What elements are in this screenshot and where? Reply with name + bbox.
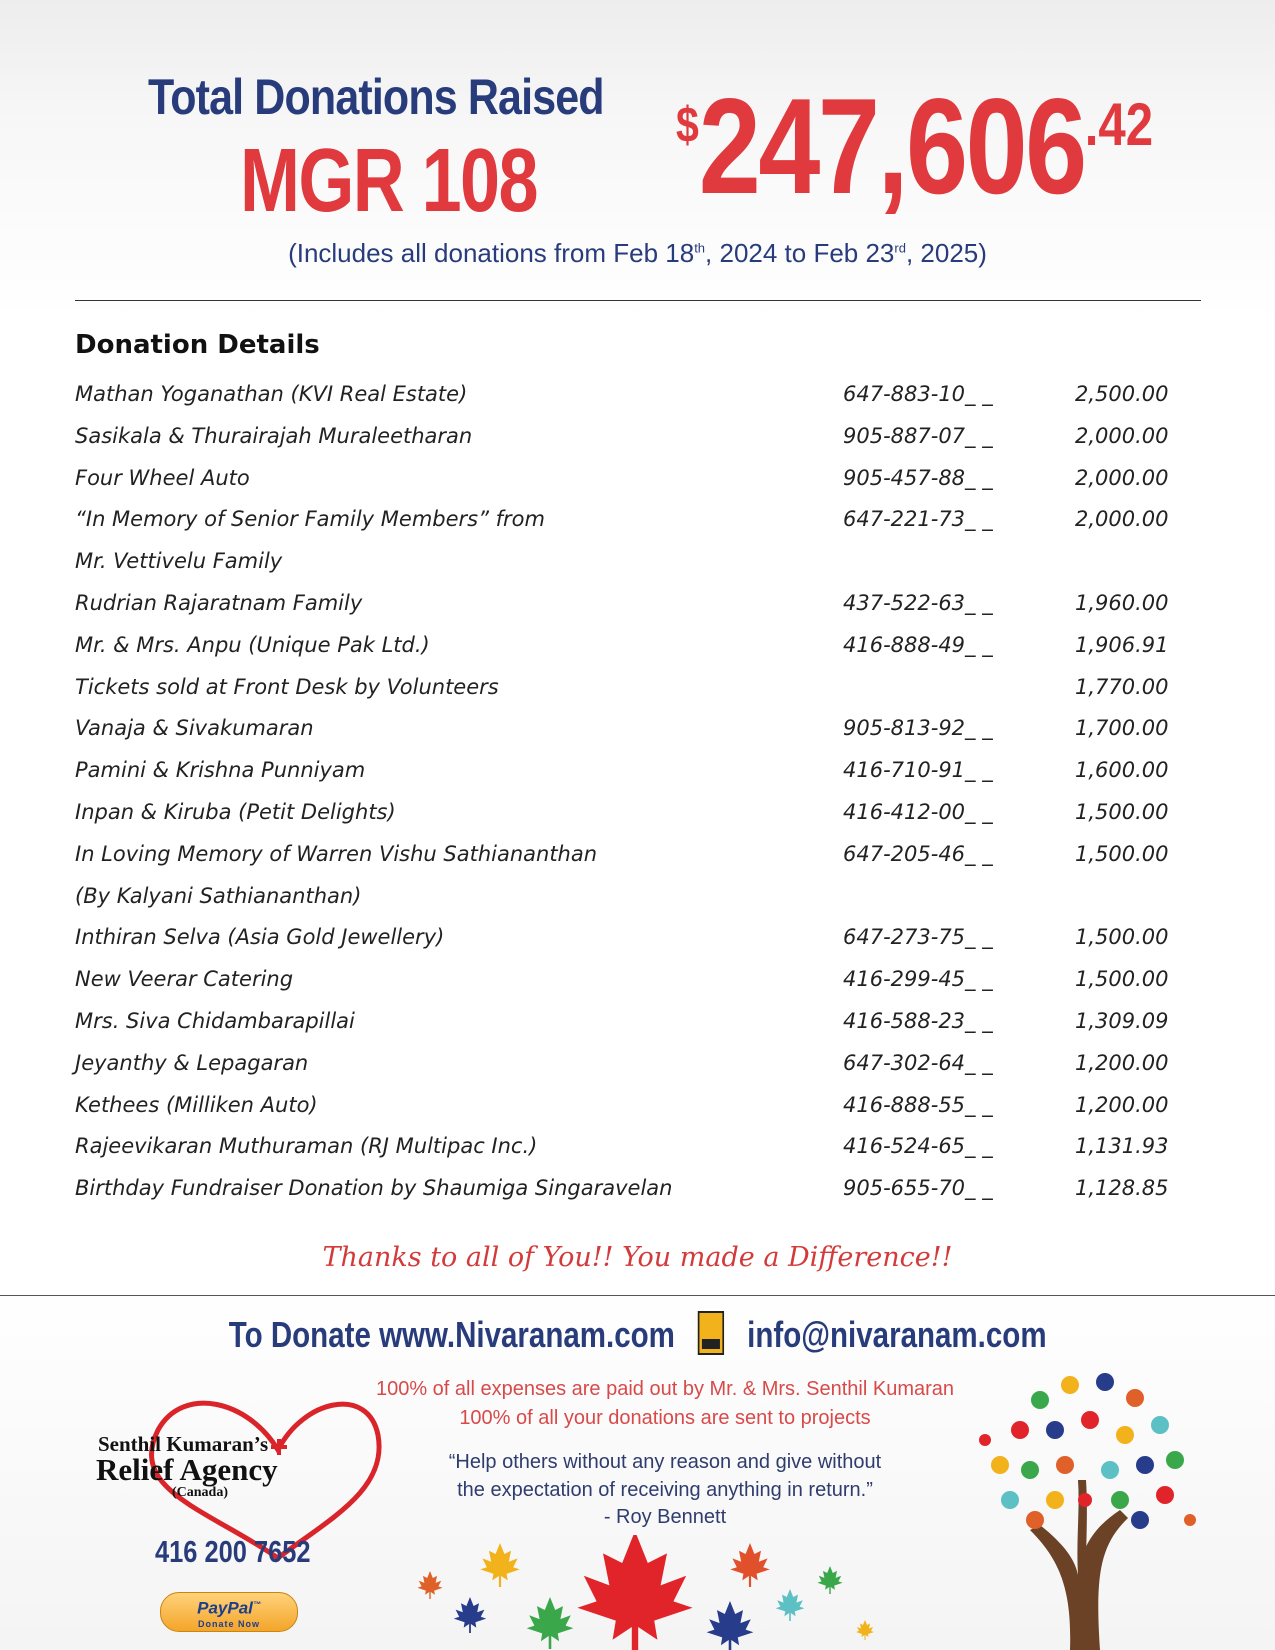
donation-row xyxy=(75,671,1201,713)
donor-phone: 416-888-49_ _ xyxy=(843,632,993,657)
donor-phone: 647-883-10_ _ xyxy=(843,382,993,406)
donor-name: Sasikala & Thurairajah Muraleetharan xyxy=(75,423,473,448)
total-amount xyxy=(676,70,1154,222)
date-range-prefix: (Includes all donations from Feb 18 xyxy=(288,238,695,268)
interac-etransfer-icon xyxy=(698,1311,724,1355)
donation-row xyxy=(75,921,1201,963)
title-total-donations: Total Donations Raised xyxy=(148,69,604,125)
paypal-brand xyxy=(161,1595,297,1619)
donation-row xyxy=(75,1089,1201,1131)
donor-name: (By Kalyani Sathiananthan) xyxy=(75,883,362,908)
donor-name: In Loving Memory of Warren Vishu Sathiananthan xyxy=(75,841,598,866)
donation-row xyxy=(75,1047,1201,1089)
expense-note-1: 100% of all expenses are paid out by Mr. & Mrs. Senthil Kumaran xyxy=(375,1378,955,1400)
donor-phone: 416-888-55_ _ xyxy=(843,1092,993,1117)
donation-details-heading: Donation Details xyxy=(75,330,320,360)
donation-row xyxy=(75,378,1201,420)
donation-amount: 1,700.00 xyxy=(1075,716,1169,741)
donation-row xyxy=(75,963,1201,1005)
donor-phone: 416-588-23_ _ xyxy=(843,1008,993,1033)
paypal-trademark: ™ xyxy=(252,1600,261,1609)
header-divider xyxy=(75,300,1201,301)
donor-name: Mr. & Mrs. Anpu (Unique Pak Ltd.) xyxy=(75,632,430,657)
amount-main: 247,606 xyxy=(698,70,1085,222)
donation-row xyxy=(75,629,1201,671)
donation-amount: 1,500.00 xyxy=(1075,967,1169,992)
agency-phone: 416 200 7652 xyxy=(155,1534,311,1569)
donor-phone: 437-522-63_ _ xyxy=(843,590,993,615)
paypal-donate-now: Donate Now xyxy=(197,1618,260,1629)
title-event-name: MGR 108 xyxy=(240,131,537,231)
donation-amount: 1,200.00 xyxy=(1075,1092,1169,1117)
donor-name: Mr. Vettivelu Family xyxy=(75,549,283,574)
donation-amount: 1,500.00 xyxy=(1075,841,1169,866)
footer-divider xyxy=(0,1295,1275,1296)
date-range xyxy=(0,238,1275,269)
donor-phone: 905-813-92_ _ xyxy=(843,716,993,741)
donation-amount: 2,000.00 xyxy=(1075,465,1169,490)
donor-name: Jeyanthy & Lepagaran xyxy=(75,1050,309,1075)
paypal-donate-button[interactable] xyxy=(160,1592,298,1632)
amount-cents: .42 xyxy=(1084,91,1154,158)
donor-name: Kethees (Milliken Auto) xyxy=(75,1092,318,1117)
donation-row xyxy=(75,754,1201,796)
donation-row xyxy=(75,545,1201,587)
donor-phone: 647-205-46_ _ xyxy=(843,841,993,866)
donation-amount: 1,600.00 xyxy=(1075,758,1169,783)
donor-phone: 416-524-65_ _ xyxy=(843,1134,993,1159)
donate-website-link[interactable]: To Donate www.Nivaranam.com xyxy=(228,1314,675,1355)
donor-name: “In Memory of Senior Family Members” from xyxy=(75,507,545,532)
donation-row xyxy=(75,587,1201,629)
donation-row xyxy=(75,503,1201,545)
date-range-suffix: , 2025) xyxy=(905,238,987,268)
donation-row xyxy=(75,796,1201,838)
donor-phone: 416-710-91_ _ xyxy=(843,758,993,783)
donor-name: Mathan Yoganathan (KVI Real Estate) xyxy=(75,382,468,406)
date-range-sup-1: th xyxy=(694,240,706,256)
donation-amount: 1,128.85 xyxy=(1075,1176,1169,1201)
donor-phone: 416-412-00_ _ xyxy=(843,799,993,824)
donor-name: Vanaja & Sivakumaran xyxy=(75,716,314,741)
agency-name-line1: Senthil Kumaran’s xyxy=(98,1432,269,1456)
donor-name: Rajeevikaran Muthuraman (RJ Multipac Inc.) xyxy=(75,1134,538,1159)
donor-name: Mrs. Siva Chidambarapillai xyxy=(75,1008,355,1033)
agency-country: (Canada) xyxy=(172,1485,229,1500)
donor-name: Four Wheel Auto xyxy=(75,465,250,490)
donor-name: Inpan & Kiruba (Petit Delights) xyxy=(75,799,396,824)
donation-amount: 1,500.00 xyxy=(1075,799,1169,824)
donation-amount: 1,309.09 xyxy=(1075,1008,1169,1033)
maple-leaves-icon xyxy=(410,1535,930,1650)
donor-phone: 905-887-07_ _ xyxy=(843,423,993,448)
donation-amount: 1,131.93 xyxy=(1075,1134,1169,1159)
donation-row xyxy=(75,462,1201,504)
date-range-mid: , 2024 to Feb 23 xyxy=(705,238,895,268)
quote-line-2: the expectation of receiving anything in return.” xyxy=(457,1479,873,1501)
donation-row xyxy=(75,712,1201,754)
donor-phone: 905-457-88_ _ xyxy=(843,465,993,490)
agency-name-line2: Relief Agency xyxy=(96,1452,278,1487)
donor-phone: 416-299-45_ _ xyxy=(843,967,993,992)
donation-row xyxy=(75,1005,1201,1047)
donation-row xyxy=(75,838,1201,880)
donation-amount: 1,500.00 xyxy=(1075,925,1169,950)
donor-name: New Veerar Catering xyxy=(75,967,294,992)
donor-name: Birthday Fundraiser Donation by Shaumiga Singaravelan xyxy=(75,1176,673,1201)
quote-author: - Roy Bennett xyxy=(603,1506,727,1528)
quote-line-1: “Help others without any reason and give without xyxy=(448,1451,882,1473)
donor-name: Rudrian Rajaratnam Family xyxy=(75,590,363,615)
donation-amount: 1,200.00 xyxy=(1075,1050,1169,1075)
donation-list xyxy=(75,378,1201,1214)
donation-row xyxy=(75,880,1201,922)
donor-phone: 647-302-64_ _ xyxy=(843,1050,993,1075)
donation-row xyxy=(75,420,1201,462)
donor-name: Tickets sold at Front Desk by Volunteers xyxy=(75,674,499,699)
donation-amount: 2,500.00 xyxy=(1075,382,1169,406)
date-range-sup-2: rd xyxy=(894,240,906,256)
donor-phone: 905-655-70_ _ xyxy=(843,1176,993,1201)
donation-amount: 1,770.00 xyxy=(1075,674,1169,699)
donor-name: Pamini & Krishna Punniyam xyxy=(75,758,366,783)
donation-amount: 2,000.00 xyxy=(1075,507,1169,532)
hands-tree-icon xyxy=(960,1360,1210,1650)
amount-currency: $ xyxy=(676,97,699,153)
donation-amount: 2,000.00 xyxy=(1075,423,1169,448)
donor-phone: 647-273-75_ _ xyxy=(843,925,993,950)
expense-note-2: 100% of all your donations are sent to projects xyxy=(459,1407,871,1429)
donation-row xyxy=(75,1172,1201,1214)
donate-email-link[interactable]: info@nivaranam.com xyxy=(746,1314,1047,1355)
paypal-brand-text: PayPal xyxy=(197,1598,253,1618)
donate-line xyxy=(0,1314,1275,1359)
thanks-message: Thanks to all of You!! You made a Difference!! xyxy=(322,1242,953,1273)
donor-phone: 647-221-73_ _ xyxy=(843,507,993,532)
donation-row xyxy=(75,1130,1201,1172)
donation-amount: 1,906.91 xyxy=(1075,632,1169,657)
donor-name: Inthiran Selva (Asia Gold Jewellery) xyxy=(75,925,445,950)
donation-amount: 1,960.00 xyxy=(1075,590,1169,615)
